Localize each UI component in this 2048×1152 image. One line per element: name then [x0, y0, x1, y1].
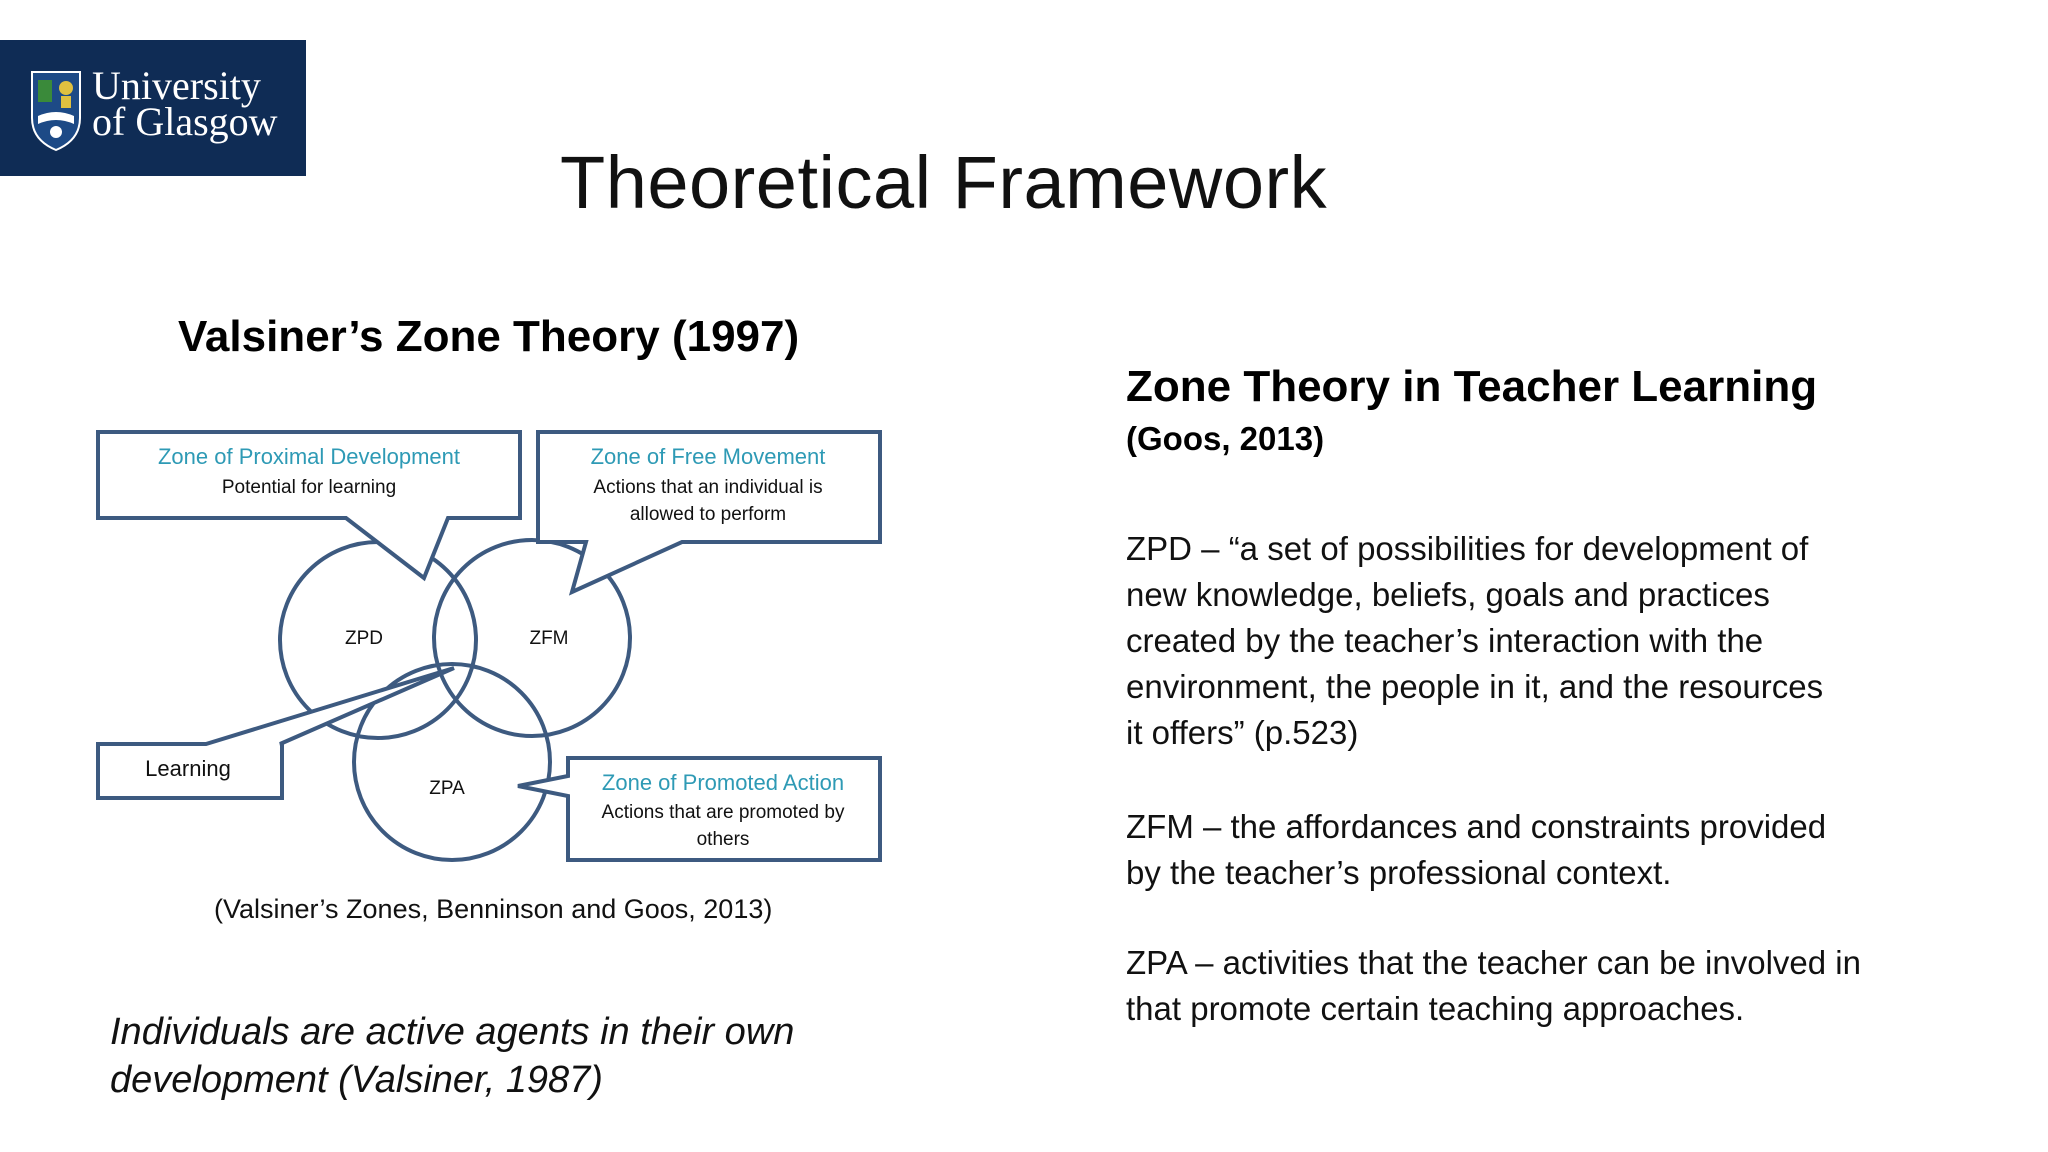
quote-line-2: development (Valsiner, 1987): [110, 1059, 603, 1101]
zpa-definition: [1126, 940, 1946, 1032]
zfm-circle-label: ZFM: [529, 628, 569, 649]
zpd-box-title: Zone of Proximal Development: [157, 444, 461, 469]
learning-box-label: Learning: [145, 756, 231, 781]
logo-text-line1: University: [92, 63, 261, 108]
zfm-definition-line: ZFM – the affordances and constraints provided: [1126, 808, 1827, 845]
logo-text-line2: of Glasgow: [92, 99, 278, 144]
zpd-box-desc: Potential for learning: [221, 477, 397, 498]
zpd-definition-line: environment, the people in it, and the resources: [1126, 668, 1824, 705]
zpa-definition-line: ZPA – activities that the teacher can be involved in: [1126, 944, 1861, 981]
zfm-box-desc-line1: Actions that an individual is: [593, 477, 823, 498]
quote-line-1: Individuals are active agents in their own: [110, 1011, 795, 1053]
zfm-box-desc-line2: allowed to perform: [629, 504, 787, 525]
zpa-box-desc-line1: Actions that are promoted by: [601, 802, 845, 823]
zpa-box-desc-line2: others: [696, 829, 750, 850]
zpd-definition-line: new knowledge, beliefs, goals and practices: [1126, 576, 1770, 613]
right-subheading: (Goos, 2013): [1126, 420, 1325, 457]
diagram-caption: (Valsiner’s Zones, Benninson and Goos, 2013): [214, 894, 773, 924]
zpd-definition: [1126, 526, 1946, 756]
zpa-definition-line: that promote certain teaching approaches.: [1126, 990, 1745, 1027]
zpd-definition-line: it offers” (p.523): [1126, 714, 1359, 751]
valsiner-quote: [110, 1008, 870, 1104]
zpa-box-title: Zone of Promoted Action: [601, 770, 845, 795]
zpa-circle-label: ZPA: [429, 778, 465, 799]
zpd-definition-line: created by the teacher’s interaction with the: [1126, 622, 1764, 659]
right-heading: Zone Theory in Teacher Learning: [1126, 362, 1818, 411]
zfm-definition: [1126, 804, 1946, 896]
zfm-box-title: Zone of Free Movement: [590, 444, 826, 469]
zpd-circle-label: ZPD: [345, 628, 383, 649]
slide-title: Theoretical Framework: [560, 141, 1328, 224]
left-heading: Valsiner’s Zone Theory (1997): [178, 312, 800, 361]
zpd-definition-line: ZPD – “a set of possibilities for development of: [1126, 530, 1809, 567]
zfm-definition-line: by the teacher’s professional context.: [1126, 854, 1672, 891]
